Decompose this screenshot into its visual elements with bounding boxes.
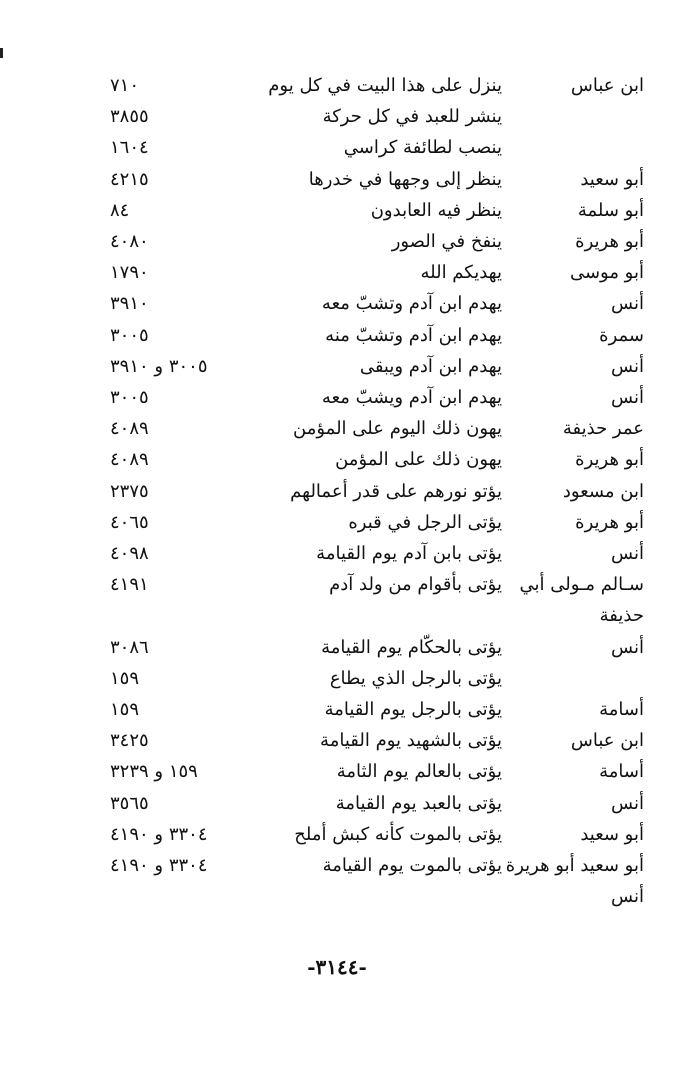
- index-row: [0, 850, 674, 882]
- page-number: -٣١٤٤-: [307, 955, 367, 979]
- index-row-continuation: [0, 881, 674, 913]
- hadith-incipit: ينزل على هذا البيت في كل يوم: [268, 75, 502, 96]
- hadith-incipit: ينصب لطائفة كراسي: [343, 137, 502, 158]
- narrator: أبو سلمة: [577, 200, 644, 221]
- narrator: أسامة: [599, 761, 644, 782]
- narrator: أنس: [611, 793, 644, 814]
- narrator: [514, 663, 644, 695]
- narrator: سـالم مـولى أبي: [519, 574, 644, 595]
- hadith-incipit: يهدم ابن آدم ويشبّ معه: [321, 387, 502, 408]
- reference-number: ٣٠٨٦: [110, 637, 149, 658]
- hadith-incipit: يؤتى بابن آدم يوم القيامة: [316, 543, 502, 564]
- index-row: [0, 320, 674, 352]
- narrator: أبو سعيد: [580, 169, 644, 190]
- narrator: ابن عباس: [570, 75, 644, 96]
- narrator: أبو هريرة: [575, 449, 644, 470]
- index-row: [0, 382, 674, 414]
- index-row: [0, 444, 674, 476]
- index-row: [0, 413, 674, 445]
- narrator: ابن عباس: [570, 730, 644, 751]
- index-row-continuation: [0, 600, 674, 632]
- hadith-incipit: ينفخ في الصور: [391, 231, 502, 252]
- index-row: [0, 351, 674, 383]
- hadith-incipit: يؤتى بالحكّام يوم القيامة: [321, 637, 502, 658]
- narrator-continuation: حذيفة: [599, 605, 644, 626]
- narrator: [514, 101, 644, 133]
- narrator-continuation: أنس: [611, 886, 644, 907]
- index-row: [0, 663, 674, 695]
- index-row: [0, 257, 674, 289]
- index-row: [0, 101, 674, 133]
- hadith-incipit: يهدم ابن آدم وتشبّ منه: [325, 325, 502, 346]
- hadith-incipit: يهدم ابن آدم ويبقى: [359, 356, 502, 377]
- reference-number: ٣٩١٠: [110, 293, 149, 314]
- hadith-incipit: يؤتى بالعبد يوم القيامة: [335, 793, 502, 814]
- index-row: [0, 164, 674, 196]
- hadith-incipit: يؤتى بالموت يوم القيامة: [322, 855, 502, 876]
- hadith-incipit: يؤتى الرجل في قبره: [348, 512, 502, 533]
- index-row: [0, 507, 674, 539]
- narrator: [514, 132, 644, 164]
- narrator: أنس: [611, 387, 644, 408]
- reference-number: ٤٢١٥: [110, 169, 149, 190]
- reference-number: ٣٠٠٥: [110, 325, 149, 346]
- hadith-incipit: يهون ذلك على المؤمن: [335, 449, 502, 470]
- index-row: [0, 632, 674, 664]
- reference-number: ٣٠٠٥: [110, 387, 149, 408]
- reference-number: ٤٠٦٥: [110, 512, 149, 533]
- hadith-incipit: يهديكم الله: [420, 262, 502, 283]
- reference-number: ١٧٩٠: [110, 262, 149, 283]
- hadith-incipit: يؤتى بالموت كأنه كبش أملح: [294, 824, 502, 845]
- narrator: أنس: [611, 543, 644, 564]
- narrator: أنس: [611, 356, 644, 377]
- reference-number: ٣٣٠٤ و ٤١٩٠: [110, 855, 208, 876]
- hadith-incipit: يؤتى بالرجل يوم القيامة: [324, 699, 502, 720]
- reference-number: ٢٣٧٥: [110, 481, 149, 502]
- hadith-incipit: ينشر للعبد في كل حركة: [322, 106, 502, 127]
- reference-number: ٣٨٥٥: [110, 106, 149, 127]
- narrator: ابن مسعود: [562, 481, 644, 502]
- hadith-incipit: ينظر إلى وجهها في خدرها: [308, 169, 502, 190]
- hadith-incipit: يؤتو نورهم على قدر أعمالهم: [290, 481, 502, 502]
- hadith-incipit: يؤتى بالشهيد يوم القيامة: [320, 730, 502, 751]
- narrator: أنس: [611, 637, 644, 658]
- reference-number: ٣٥٦٥: [110, 793, 149, 814]
- narrator: سمرة: [599, 325, 644, 346]
- reference-number: ٤١٩١: [110, 574, 149, 595]
- reference-number: ٤٠٨٩: [110, 418, 149, 439]
- narrator: عمر حذيفة: [562, 418, 644, 439]
- narrator: أنس: [611, 293, 644, 314]
- index-row: [0, 788, 674, 820]
- reference-number: ١٥٩ و ٣٢٣٩: [110, 761, 198, 782]
- reference-number: ١٦٠٤: [110, 137, 149, 158]
- index-row: [0, 694, 674, 726]
- index-row: [0, 132, 674, 164]
- reference-number: ٤٠٨٠: [110, 231, 149, 252]
- hadith-incipit: يهدم ابن آدم وتشبّ معه: [321, 293, 502, 314]
- index-row: [0, 819, 674, 851]
- index-row: [0, 538, 674, 570]
- narrator: أبو هريرة: [575, 231, 644, 252]
- reference-number: ١٥٩: [110, 699, 140, 720]
- reference-number: ٤٠٩٨: [110, 543, 149, 564]
- index-row: [0, 288, 674, 320]
- index-row: [0, 195, 674, 227]
- hadith-incipit: يؤتى بالرجل الذي يطاع: [329, 668, 502, 689]
- narrator: أبو سعيد أبو هريرة: [505, 855, 644, 876]
- index-row: [0, 70, 674, 102]
- reference-number: ٣٠٠٥ و ٣٩١٠: [110, 356, 208, 377]
- index-row: [0, 569, 674, 601]
- reference-number: ٤٠٨٩: [110, 449, 149, 470]
- reference-number: ٨٤: [110, 200, 130, 221]
- narrator: أبو هريرة: [575, 512, 644, 533]
- narrator: أبو سعيد: [580, 824, 644, 845]
- hadith-incipit: ينظر فيه العابدون: [370, 200, 502, 221]
- reference-number: ٧١٠: [110, 75, 140, 96]
- hadith-incipit: يهون ذلك اليوم على المؤمن: [293, 418, 502, 439]
- index-row: [0, 725, 674, 757]
- reference-number: ١٥٩: [110, 668, 140, 689]
- hadith-incipit: يؤتى بأقوام من ولد آدم: [329, 574, 502, 595]
- index-row: [0, 476, 674, 508]
- reference-number: ٣٤٢٥: [110, 730, 149, 751]
- index-row: [0, 756, 674, 788]
- edge-mark: [0, 48, 3, 58]
- hadith-incipit: يؤتى بالعالم يوم الثامة: [336, 761, 502, 782]
- reference-number: ٣٣٠٤ و ٤١٩٠: [110, 824, 208, 845]
- narrator: أسامة: [599, 699, 644, 720]
- narrator: أبو موسى: [569, 262, 644, 283]
- index-row: [0, 226, 674, 258]
